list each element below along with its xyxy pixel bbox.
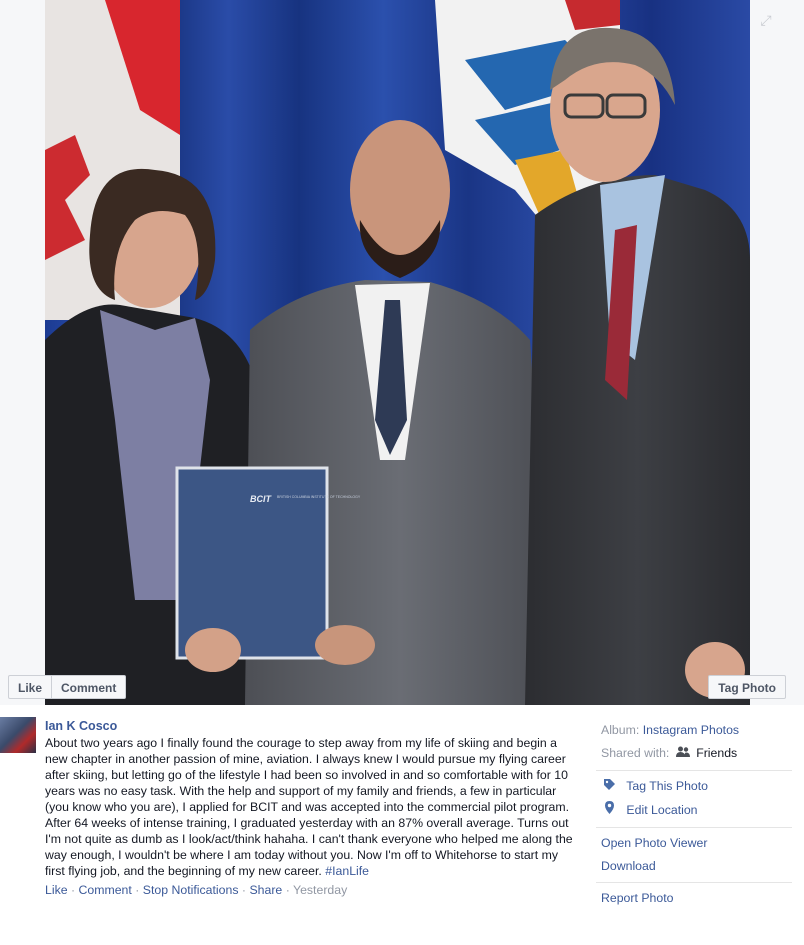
- expand-icon[interactable]: ⤢: [760, 12, 772, 28]
- report-block: [596, 882, 792, 914]
- caption-text: About two years ago I finally found the courage to step away from my life of skiing and begin a new chapter in another passion of mine, aviation. I always knew I would pursue my flying career after skiing, but letting go of the lifestyle I had been so involved in and so comfortable with for 10 years was no easy task. With the help and support of my family and friends, a few in particular (you know who you are), I applied for BCIT and was accepted into the commercial pilot program. After 64 weeks of intense training, I graduated yesterday with an 87% overall average. Turns out I'm not quite as dumb as I look/act/think hahaha. I can't thank everyone who helped me along the way enough, I wouldn't be where I am today without you. Now I'm off to Whitehorse to start my first flying job, and the beginning of my new career.: [45, 736, 573, 878]
- report-photo-row[interactable]: [596, 887, 792, 910]
- svg-text:BCIT: BCIT: [250, 494, 271, 504]
- tag-photo-button[interactable]: Tag Photo: [708, 675, 786, 699]
- author-name[interactable]: Ian K Cosco: [45, 719, 118, 733]
- share-link[interactable]: Share: [249, 883, 283, 897]
- tag-icon: [601, 776, 617, 799]
- shared-with-label: Shared with:: [601, 746, 670, 760]
- download-row[interactable]: [596, 855, 792, 878]
- avatar[interactable]: [0, 717, 36, 753]
- hashtag-link[interactable]: #IanLife: [325, 864, 370, 878]
- timestamp[interactable]: Yesterday: [293, 883, 348, 897]
- album-row: [596, 719, 792, 742]
- photo-like-button[interactable]: Like: [8, 675, 52, 699]
- location-pin-icon: [601, 800, 617, 823]
- edit-location-link[interactable]: Edit Location: [626, 803, 698, 817]
- friends-icon: [675, 743, 691, 766]
- open-photo-viewer-row[interactable]: [596, 832, 792, 855]
- svg-text:BRITISH COLUMBIA INSTITUTE OF: BRITISH COLUMBIA INSTITUTE OF TECHNOLOGY: [277, 495, 361, 499]
- shared-with-value[interactable]: Friends: [696, 746, 738, 760]
- album-link[interactable]: Instagram Photos: [642, 723, 740, 737]
- photo-image: [45, 0, 750, 705]
- open-photo-viewer-link[interactable]: Open Photo Viewer: [601, 836, 708, 850]
- tag-location-block: [596, 770, 792, 827]
- tag-this-photo-row[interactable]: [596, 775, 792, 799]
- post-actions: [45, 883, 575, 897]
- photo-comment-button[interactable]: Comment: [52, 675, 126, 699]
- separator: ·: [70, 883, 76, 897]
- separator: ·: [135, 883, 140, 897]
- separator: ·: [241, 883, 247, 897]
- album-label: Album:: [601, 723, 640, 737]
- photo[interactable]: [45, 0, 750, 705]
- caption: [45, 735, 575, 879]
- comment-link[interactable]: Comment: [78, 883, 132, 897]
- stop-notifications-link[interactable]: Stop Notifications: [142, 883, 239, 897]
- edit-location-row[interactable]: [596, 799, 792, 823]
- separator: ·: [285, 883, 290, 897]
- like-link[interactable]: Like: [45, 883, 68, 897]
- post: [45, 719, 575, 897]
- photo-sidebar: [596, 719, 792, 914]
- viewer-download-block: [596, 827, 792, 882]
- download-link[interactable]: Download: [601, 859, 656, 873]
- tag-this-photo-link[interactable]: Tag This Photo: [626, 779, 709, 793]
- report-photo-link[interactable]: Report Photo: [601, 891, 674, 905]
- photo-details: [0, 705, 804, 945]
- shared-with-row: [596, 742, 792, 766]
